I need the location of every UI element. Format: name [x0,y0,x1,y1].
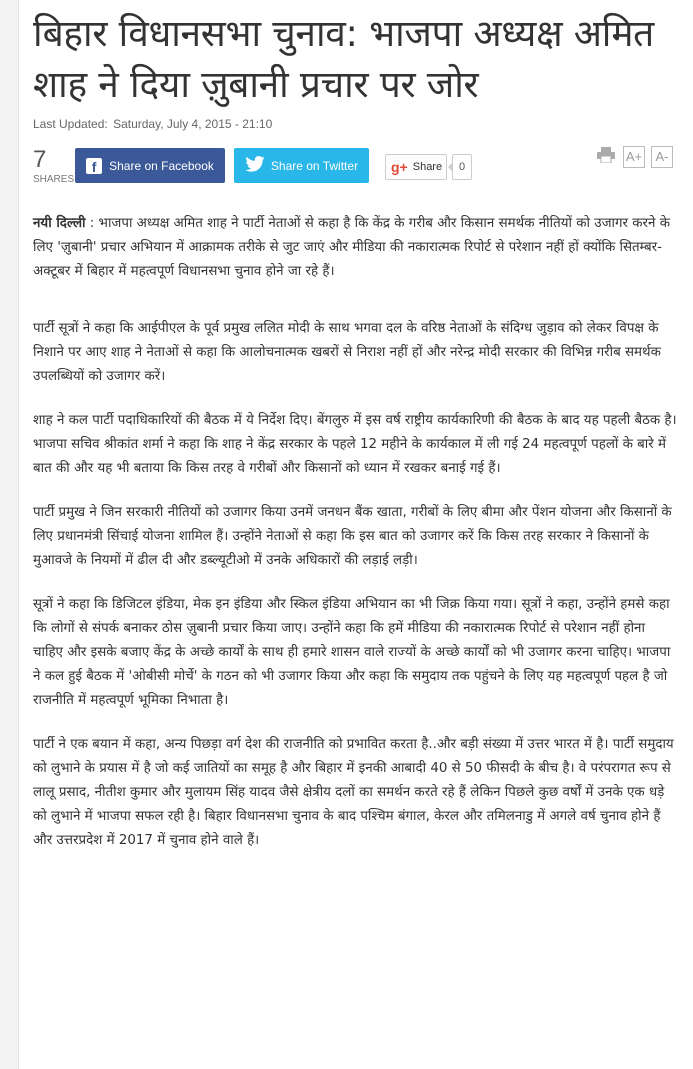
share-gplus-label: Share [412,161,443,173]
paragraph-3: शाह ने कल पार्टी पदाधिकारियों की बैठक में ये निर्देश दिए। बेंगलुरु में इस वर्ष राष्ट्रीय कार्यकारिणी की बैठक के बाद यह पहली बैठक है। भाजपा सचिव श्रीकांत शर्मा ने कहा कि शाह ने केंद्र सरकार के पहले 12 महीने के कार्यकाल में ली गई 24 महत्वपूर्ण पहलों के बारे में बात की और यह भी बताया कि किस तरह वे गरीबों और किसानों को ध्यान में रखकर बनाई गई हैं। [33,413,677,476]
article-tools [595,146,673,168]
google-plus-icon: g+ [391,159,408,175]
gplus-count-bubble: 0 [452,154,472,180]
share-count-number: 7 [33,146,47,173]
last-updated [33,117,272,131]
facebook-icon: f [86,158,102,174]
share-twitter-label: Share on Twitter [270,158,359,173]
last-updated-date: Saturday, July 4, 2015 - 21:10 [113,117,273,131]
font-increase-button[interactable]: A+ [623,146,645,168]
article-body [33,212,678,873]
printer-icon[interactable] [595,146,617,168]
paragraph-2: पार्टी सूत्रों ने कहा कि आईपीएल के पूर्व प्रमुख ललित मोदी के साथ भगवा दल के वरिष्ठ नेताओं के संदिग्ध जुड़ाव को लेकर विपक्ष के निशाने पर आए शाह ने नेताओं से कहा कि आलोचनात्मक खबरों से निराश नहीं हों और नरेन्द्र मोदी सरकार की विभिन्न गरीब समर्थक उपलब्धियों को उजागर करें। [33,321,661,384]
last-updated-label: Last Updated: [33,117,108,131]
paragraph-4: पार्टी प्रमुख ने जिन सरकारी नीतियों को उजागर किया उनमें जनधन बैंक खाता, गरीबों के लिए बीमा और पेंशन योजना और किसानों के लिए प्रधानमंत्री सिंचाई योजना शामिल हैं। उन्होंने नेताओं से कहा कि इस बात को उजागर करें कि किस तरह सरकार ने किसानों के मुआवजे के नियमों में ढील दी और डब्ल्यूटीओ में उनके अधिकारों की लड़ाई लड़ी। [33,505,672,568]
paragraph-6: पार्टी ने एक बयान में कहा, अन्य पिछड़ा वर्ग देश की राजनीति को प्रभावित करता है..और बड़ी संख्या में उत्तर भारत में है। पार्टी समुदाय को लुभाने के प्रयास में है जो कई जातियों का समूह है और बिहार में इनकी आबादी 40 से 50 फीसदी के बीच है। वे परंपरागत रूप से लालू प्रसाद, नीतीश कुमार और मुलायम सिंह यादव जैसे क्षेत्रीय दलों का समर्थन करते रहे हैं लेकिन पिछले कुछ वर्षों में उनके एक धड़े को लुभाने में भाजपा सफल रही है। बिहार विधानसभा चुनाव के बाद पश्चिम बंगाल, केरल और तमिलनाडु में अगले वर्ष चुनाव होने हैं और उत्तरप्रदेश में 2017 में चुनाव होने वाले हैं। [33,737,674,848]
dateline: नयी दिल्ली [33,216,86,231]
paragraph-1-text: : भाजपा अध्यक्ष अमित शाह ने पार्टी नेताओं से कहा है कि केंद्र के गरीब और किसान समर्थक नीतियों को उजागर करने के लिए 'ज़ुबानी' प्रचार अभियान में आक्रामक तरीके से जुट जाएं और मीडिया की नकारात्मक रिपोर्ट से परेशान नहीं हों क्योंकि सितम्बर-अक्टूबर में बिहार में महत्वपूर्ण विधानसभा चुनाव होने जा रहे हैं। [33,216,670,279]
share-facebook-label: Share on Facebook [109,158,214,173]
paragraph-5: सूत्रों ने कहा कि डिजिटल इंडिया, मेक इन इंडिया और स्किल इंडिया अभियान का भी जिक्र किया गया। सूत्रों ने कहा, उन्होंने हमसे कहा कि लोगों से संपर्क बनाकर ठोस ज़ुबानी प्रचार किया जाए। उन्होंने कहा कि हमें मीडिया की नकारात्मक रिपोर्ट से परेशान नहीं होना चाहिए और इसके बजाए केंद्र के अच्छे कार्यों के साथ ही हमारे शासन वाले राज्यों के अच्छे कार्यों को भी उजागर करना चाहिए। भाजपा ने कल हुई बैठक में 'ओबीसी मोर्चे' के गठन को भी उजागर किया और कहा कि समुदाय तक पहुंचने के लिए यह महत्वपूर्ण पहल है जो राजनीति में महत्वपूर्ण भूमिका निभाता है। [33,597,671,708]
font-decrease-button[interactable]: A- [651,146,673,168]
article-title: बिहार विधानसभा चुनाव: भाजपा अध्यक्ष अमित शाह ने दिया ज़ुबानी प्रचार पर जोर [33,12,654,106]
share-count-label: SHARES [33,174,75,185]
share-count [33,148,73,185]
share-twitter-button[interactable] [234,148,369,183]
share-gplus-button[interactable] [385,154,447,180]
twitter-icon [245,156,265,175]
article-page [18,0,693,1069]
paragraph-1 [33,212,678,284]
share-facebook-button[interactable] [75,148,225,183]
